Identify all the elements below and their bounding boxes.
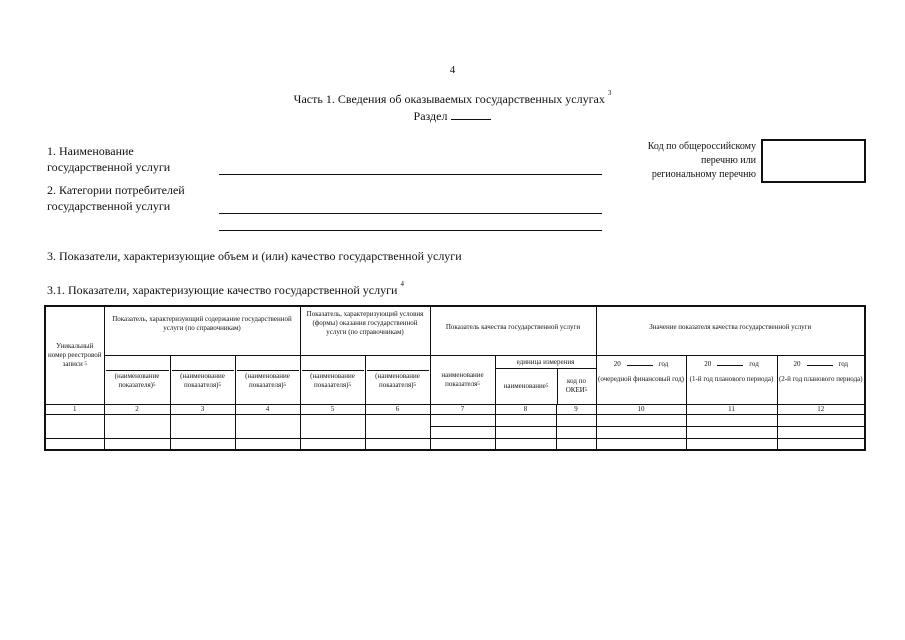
- year-blank[interactable]: [717, 359, 743, 366]
- col-number: 11: [686, 404, 777, 414]
- table-cell[interactable]: [686, 426, 777, 438]
- consumer-category-label-line1: 2. Категории потребителей: [47, 183, 185, 197]
- name-label-text: (наименование показателя): [375, 371, 420, 389]
- service-name-label: [47, 143, 170, 175]
- table-cell[interactable]: [235, 414, 300, 438]
- header-unique-number: [45, 306, 104, 404]
- table-cell[interactable]: [596, 438, 686, 450]
- section31-text: 3.1. Показатели, характеризующие качество государственной услуги: [47, 283, 398, 297]
- page-number: 4: [449, 64, 456, 76]
- header-content-name-1: [104, 355, 170, 404]
- table-cell[interactable]: [45, 438, 104, 450]
- part-title-text: Часть 1. Сведения об оказываемых государственных услугах: [293, 92, 605, 106]
- year-prefix: 20: [793, 359, 801, 368]
- table-cell[interactable]: [45, 414, 104, 438]
- unit-okei-cell: [558, 369, 596, 404]
- header-content: Показатель, характеризующий содержание государственной услуги (по справочникам): [104, 306, 300, 355]
- header-conditions: Показатель, характеризующий условия (формы) оказания государственной услуги (по справочникам): [300, 306, 430, 355]
- table-cell[interactable]: [104, 438, 170, 450]
- table-cell[interactable]: [235, 438, 300, 450]
- year-suffix: год: [658, 359, 669, 368]
- name-label-footnote: 5: [413, 382, 417, 388]
- table-cell[interactable]: [365, 414, 430, 438]
- table-cell[interactable]: [495, 438, 556, 450]
- table-cell[interactable]: [596, 426, 686, 438]
- table-cell[interactable]: [777, 414, 865, 426]
- header-year-1: [596, 355, 686, 404]
- col-number: 12: [777, 404, 865, 414]
- header-quality-name: [430, 355, 495, 404]
- section31-title: [47, 280, 404, 298]
- unit-name-footnote: 5: [545, 383, 549, 389]
- consumer-category-label: [47, 182, 185, 214]
- service-name-label-line1: 1. Наименование: [47, 144, 134, 158]
- code-box[interactable]: [761, 139, 866, 183]
- col-number: 4: [235, 404, 300, 414]
- table-cell[interactable]: [556, 414, 596, 426]
- col-number: 7: [430, 404, 495, 414]
- table-cell[interactable]: [170, 414, 235, 438]
- column-number-row: [45, 404, 865, 414]
- table-cell[interactable]: [170, 438, 235, 450]
- header-content-name-3: [235, 355, 300, 404]
- table-cell[interactable]: [777, 438, 865, 450]
- col-number: 3: [170, 404, 235, 414]
- quality-name-text: наименование показателя: [441, 370, 484, 388]
- header-quality: Показатель качества государственной услуги: [430, 306, 596, 355]
- part-title-footnote: 3: [607, 89, 612, 97]
- code-label-line2: перечню или: [700, 155, 756, 166]
- quality-name-footnote: 5: [477, 381, 480, 387]
- year-2-label: (1-й год планового периода): [689, 374, 774, 383]
- service-name-line[interactable]: [219, 174, 602, 175]
- code-label: [600, 140, 756, 182]
- header-unique-number-text: Уникальный номер реестровой записи: [47, 341, 102, 368]
- year-suffix: год: [838, 359, 849, 368]
- table-cell[interactable]: [104, 414, 170, 438]
- table-cell[interactable]: [777, 426, 865, 438]
- year-suffix: год: [749, 359, 759, 368]
- table-cell[interactable]: [430, 414, 495, 426]
- code-label-line1: Код по общероссийскому: [647, 141, 756, 152]
- table-cell[interactable]: [686, 438, 777, 450]
- col-number: 6: [365, 404, 430, 414]
- table-row: [45, 414, 865, 426]
- unit-name-text: наименование: [503, 381, 546, 390]
- table-cell[interactable]: [365, 438, 430, 450]
- table-cell[interactable]: [495, 414, 556, 426]
- name-label-text: (наименование показателя): [245, 371, 290, 389]
- part-title: [0, 89, 905, 107]
- year-1-label: (очередной финансовый год): [598, 374, 684, 383]
- header-year-2: [686, 355, 777, 404]
- col-number: 10: [596, 404, 686, 414]
- table-cell[interactable]: [430, 426, 495, 438]
- col-number: 1: [45, 404, 104, 414]
- year-blank[interactable]: [807, 359, 833, 366]
- header-unit: [495, 355, 596, 404]
- section3-title: 3. Показатели, характеризующие объем и (или) качество государственной услуги: [47, 249, 462, 263]
- header-value: Значение показателя качества государственной услуги: [596, 306, 865, 355]
- name-label-footnote: 5: [218, 382, 222, 388]
- header-content-name-2: [170, 355, 235, 404]
- okei-footnote: 5: [584, 388, 588, 393]
- okei-text: код по ОКЕИ: [565, 377, 586, 394]
- col-number: 9: [556, 404, 596, 414]
- header-conditions-name-2: [365, 355, 430, 404]
- name-label-footnote: 5: [153, 382, 156, 388]
- col-number: 2: [104, 404, 170, 414]
- consumer-category-line-2[interactable]: [219, 230, 602, 231]
- table-cell[interactable]: [300, 414, 365, 438]
- section-number-blank[interactable]: [451, 109, 491, 120]
- header-conditions-name-1: [300, 355, 365, 404]
- table-row: [45, 438, 865, 450]
- unit-label: единица измерения: [496, 356, 596, 369]
- consumer-category-line-1[interactable]: [219, 213, 602, 214]
- name-label-text: (наименование показателя): [114, 371, 160, 389]
- header-unique-number-footnote: 5: [84, 361, 87, 367]
- table-cell[interactable]: [686, 414, 777, 426]
- table-cell[interactable]: [300, 438, 365, 450]
- table-cell[interactable]: [556, 438, 596, 450]
- name-label-footnote: 5: [348, 382, 352, 388]
- table-cell[interactable]: [430, 438, 495, 450]
- table-cell[interactable]: [596, 414, 686, 426]
- year-blank[interactable]: [627, 359, 653, 366]
- year-prefix: 20: [704, 359, 712, 368]
- col-number: 5: [300, 404, 365, 414]
- year-prefix: 20: [613, 359, 621, 368]
- name-label-text: (наименование показателя): [180, 371, 225, 389]
- section-label: Раздел: [413, 109, 448, 123]
- name-label-text: (наименование показателя): [310, 371, 355, 389]
- header-year-3: [777, 355, 865, 404]
- consumer-category-label-line2: государственной услуги: [47, 199, 171, 213]
- section31-footnote: 4: [400, 280, 404, 288]
- service-name-label-line2: государственной услуги: [47, 160, 171, 174]
- section-line: [0, 109, 905, 124]
- quality-table: [44, 305, 866, 451]
- table-cell[interactable]: [556, 426, 596, 438]
- col-number: 8: [495, 404, 556, 414]
- name-label-footnote: 5: [283, 382, 287, 388]
- table-cell[interactable]: [495, 426, 556, 438]
- year-3-label: (2-й год планового периода): [778, 374, 863, 383]
- unit-name-cell: [496, 369, 558, 404]
- code-label-line3: региональному перечню: [651, 169, 756, 180]
